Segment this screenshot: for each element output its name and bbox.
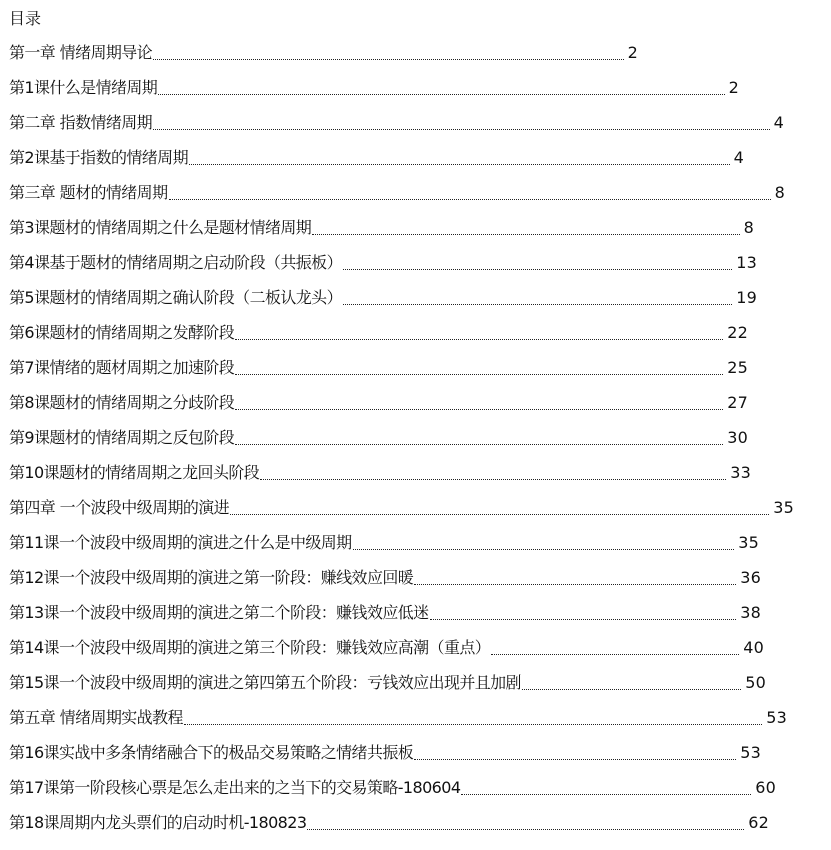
- dot-leader: [307, 829, 744, 830]
- toc-entry-label: 第二章 指数情绪周期: [9, 113, 153, 132]
- dot-leader: [235, 444, 723, 445]
- toc-entry-label: 第15课一个波段中级周期的演进之第四第五个阶段：亏钱效应出现并且加剧: [9, 673, 521, 692]
- dot-leader: [184, 724, 762, 725]
- toc-entry-chapter[interactable]: [9, 111, 784, 135]
- toc-entry-lesson[interactable]: [9, 426, 748, 450]
- toc-entry-label: 第9课题材的情绪周期之反包阶段: [9, 428, 235, 447]
- toc-entry-lesson[interactable]: [9, 671, 766, 695]
- toc-entry-lesson[interactable]: [9, 776, 776, 800]
- dot-leader: [158, 94, 724, 95]
- toc-entry-page-number: 25: [727, 358, 748, 377]
- toc-entry-lesson[interactable]: [9, 321, 748, 345]
- toc-entry-label: 第16课实战中多条情绪融合下的极品交易策略之情绪共振板: [9, 743, 414, 762]
- toc-entry-label: 第14课一个波段中级周期的演进之第三个阶段：赚钱效应高潮（重点）: [9, 638, 491, 657]
- toc-entry-label: 第12课一个波段中级周期的演进之第一阶段：赚线效应回暖: [9, 568, 414, 587]
- dot-leader: [343, 269, 732, 270]
- dot-leader: [169, 199, 771, 200]
- toc-entry-lesson[interactable]: [9, 356, 748, 380]
- toc-entry-lesson[interactable]: [9, 251, 757, 275]
- toc-entry-chapter[interactable]: [9, 41, 638, 65]
- toc-entry-label: 第11课一个波段中级周期的演进之什么是中级周期: [9, 533, 352, 552]
- toc-entry-lesson[interactable]: [9, 216, 754, 240]
- toc-entry-page-number: 50: [745, 673, 766, 692]
- dot-leader: [235, 339, 723, 340]
- toc-entry-label: 第1课什么是情绪周期: [9, 78, 158, 97]
- toc-entry-label: 第三章 题材的情绪周期: [9, 183, 168, 202]
- toc-entry-page-number: 19: [736, 288, 757, 307]
- toc-entry-label: 第17课第一阶段核心票是怎么走出来的之当下的交易策略-180604: [9, 778, 461, 797]
- dot-leader: [312, 234, 739, 235]
- toc-entry-page-number: 8: [743, 218, 754, 237]
- dot-leader: [353, 549, 735, 550]
- toc-entry-page-number: 22: [727, 323, 748, 342]
- toc-entry-lesson[interactable]: [9, 741, 761, 765]
- toc-entry-label: 第18课周期内龙头票们的启动时机-180823: [9, 813, 307, 832]
- toc-entry-page-number: 4: [773, 113, 784, 132]
- toc-entry-label: 第10课题材的情绪周期之龙回头阶段: [9, 463, 260, 482]
- toc-entry-label: 第8课题材的情绪周期之分歧阶段: [9, 393, 235, 412]
- dot-leader: [414, 584, 736, 585]
- dot-leader: [235, 409, 723, 410]
- dot-leader: [260, 479, 726, 480]
- toc-entry-page-number: 2: [728, 78, 739, 97]
- toc-entry-page-number: 36: [740, 568, 761, 587]
- dot-leader: [343, 304, 732, 305]
- toc-entry-lesson[interactable]: [9, 286, 757, 310]
- toc-entry-page-number: 33: [730, 463, 751, 482]
- toc-entry-label: 第6课题材的情绪周期之发酵阶段: [9, 323, 235, 342]
- toc-entry-page-number: 30: [727, 428, 748, 447]
- toc-entry-label: 第3课题材的情绪周期之什么是题材情绪周期: [9, 218, 312, 237]
- dot-leader: [461, 794, 751, 795]
- toc-entry-label: 第4课基于题材的情绪周期之启动阶段（共振板）: [9, 253, 342, 272]
- toc-entry-page-number: 40: [743, 638, 764, 657]
- toc-entry-label: 第一章 情绪周期导论: [9, 43, 153, 62]
- toc-entry-page-number: 53: [740, 743, 761, 762]
- toc-entry-lesson[interactable]: [9, 601, 761, 625]
- toc-entry-page-number: 13: [736, 253, 757, 272]
- toc-entry-page-number: 60: [755, 778, 776, 797]
- dot-leader: [235, 374, 723, 375]
- dot-leader: [430, 619, 737, 620]
- toc-entry-lesson[interactable]: [9, 811, 769, 835]
- dot-leader: [491, 654, 739, 655]
- toc-entry-page-number: 38: [740, 603, 761, 622]
- toc-entry-page-number: 27: [727, 393, 748, 412]
- toc-entry-page-number: 4: [733, 148, 744, 167]
- toc-entry-page-number: 53: [766, 708, 787, 727]
- toc-entry-page-number: 62: [748, 813, 769, 832]
- toc-entry-page-number: 2: [627, 43, 638, 62]
- dot-leader: [522, 689, 741, 690]
- dot-leader: [230, 514, 769, 515]
- dot-leader: [153, 59, 624, 60]
- dot-leader: [189, 164, 730, 165]
- toc-entry-label: 第2课基于指数的情绪周期: [9, 148, 188, 167]
- toc-entry-lesson[interactable]: [9, 461, 751, 485]
- toc-entry-lesson[interactable]: [9, 76, 739, 100]
- toc-entry-label: 第7课情绪的题材周期之加速阶段: [9, 358, 235, 377]
- toc-entry-page-number: 35: [773, 498, 794, 517]
- toc-entry-label: 第13课一个波段中级周期的演进之第二个阶段：赚钱效应低迷: [9, 603, 429, 622]
- dot-leader: [414, 759, 736, 760]
- toc-entry-lesson[interactable]: [9, 391, 748, 415]
- toc-entry-label: 第五章 情绪周期实战教程: [9, 708, 183, 727]
- toc-entry-lesson[interactable]: [9, 146, 744, 170]
- toc-entry-chapter[interactable]: [9, 496, 794, 520]
- toc-title: 目录: [9, 9, 42, 28]
- toc-entry-lesson[interactable]: [9, 566, 761, 590]
- toc-entry-label: 第5课题材的情绪周期之确认阶段（二板认龙头）: [9, 288, 342, 307]
- toc-entry-chapter[interactable]: [9, 706, 787, 730]
- toc-entry-label: 第四章 一个波段中级周期的演进: [9, 498, 230, 517]
- dot-leader: [153, 129, 770, 130]
- toc-entry-page-number: 35: [738, 533, 759, 552]
- toc-entry-lesson[interactable]: [9, 636, 764, 660]
- toc-entry-chapter[interactable]: [9, 181, 785, 205]
- toc-entry-lesson[interactable]: [9, 531, 759, 555]
- toc-entry-page-number: 8: [774, 183, 785, 202]
